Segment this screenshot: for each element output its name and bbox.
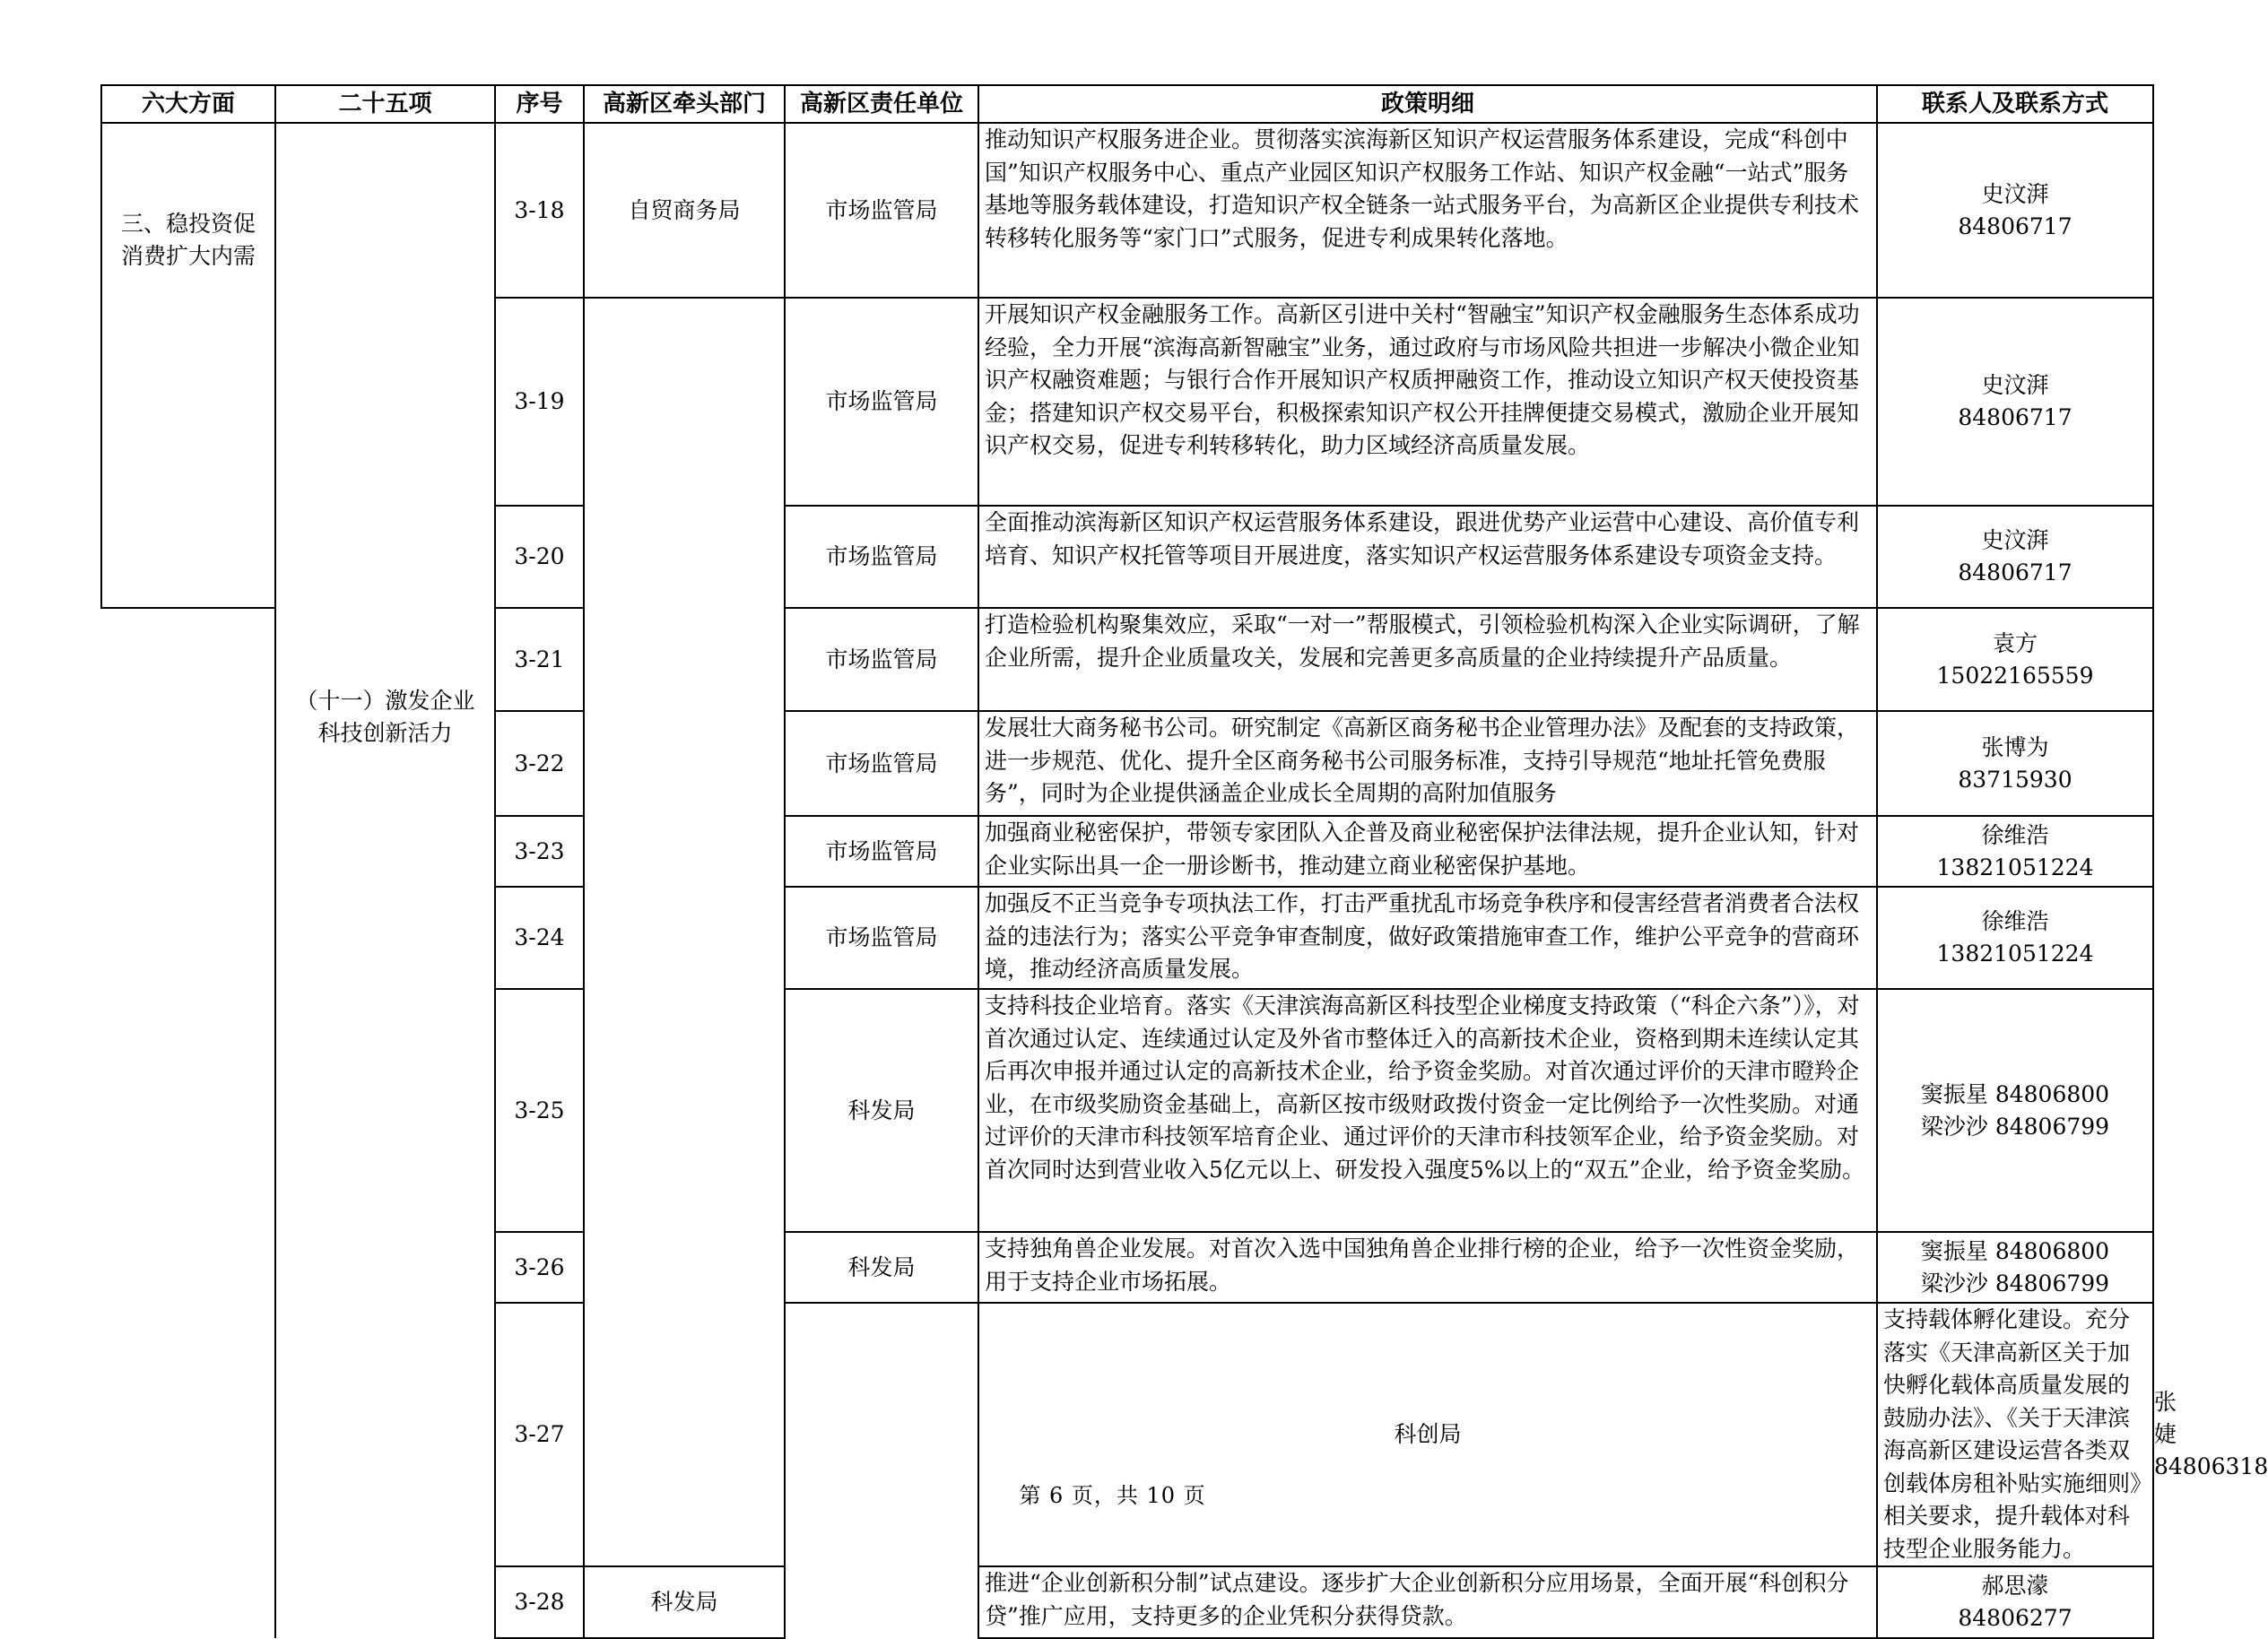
row-number: 3-19 — [495, 298, 584, 506]
row-unit: 科发局 — [785, 1232, 978, 1303]
row-number: 3-28 — [495, 1566, 584, 1638]
header-row — [101, 85, 2153, 123]
row-policy: 支持科技企业培育。落实《天津滨海高新区科技型企业梯度支持政策（“科企六条”）》，对首次通过认定、连续通过认定及外省市整体迁入的高新技术企业，资格到期未连续认定其后再次申报并通过认定的高新技术企业，给予资金奖励。对首次通过评价的天津市瞪羚企业，在市级奖励资金基础上，高新区按市级财政拨付资金一定比例给予一次性奖励。对通过评价的天津市科技领军培育企业、通过评价的天津市科技领军企业，给予资金奖励。对首次同时达到营业收入5亿元以上、研发投入强度5%以上的“双五”企业，给予资金奖励。 — [978, 989, 1877, 1232]
row-policy: 发展壮大商务秘书公司。研究制定《高新区商务秘书企业管理办法》及配套的支持政策，进一步规范、优化、提升全区商务秘书公司服务标准，支持引导规范“地址托管免费服务”，同时为企业提供涵盖企业成长全周期的高附加值服务 — [978, 711, 1877, 816]
row-unit: 市场监管局 — [785, 123, 978, 298]
row-policy: 全面推动滨海新区知识产权运营服务体系建设，跟进优势产业运营中心建设、高价值专利培育、知识产权托管等项目开展进度，落实知识产权运营服务体系建设专项资金支持。 — [978, 506, 1877, 608]
lead-dept-text: 自贸商务局 — [628, 196, 741, 223]
row-number: 3-25 — [495, 989, 584, 1232]
page-footer: 第 6 页，共 10 页 — [1019, 1483, 1206, 1508]
row-contact: 徐维浩 13821051224 — [1877, 816, 2153, 887]
row-number: 3-22 — [495, 711, 584, 816]
row-contact: 史汶湃 84806717 — [1877, 298, 2153, 506]
row-number: 3-18 — [495, 123, 584, 298]
row-contact: 袁方 15022165559 — [1877, 608, 2153, 711]
item-cell — [275, 123, 495, 1638]
row-contact: 徐维浩 13821051224 — [1877, 887, 2153, 989]
row-policy: 开展知识产权金融服务工作。高新区引进中关村“智融宝”知识产权金融服务生态体系成功经验，全力开展“滨海高新智融宝”业务，通过政府与市场风险共担进一步解决小微企业知识产权融资难题；与银行合作开展知识产权质押融资工作，推动设立知识产权天使投资基金；搭建知识产权交易平台，积极探索知识产权公开挂牌便捷交易模式，激励企业开展知识产权交易，促进专利转移转化，助力区域经济高质量发展。 — [978, 298, 1877, 506]
header-unit: 高新区责任单位 — [785, 85, 978, 123]
row-unit: 市场监管局 — [785, 711, 978, 816]
row-unit: 科发局 — [584, 1566, 785, 1638]
row-unit: 科发局 — [785, 989, 978, 1232]
row-unit: 市场监管局 — [785, 608, 978, 711]
policy-table — [100, 84, 2268, 1639]
row-contact: 史汶湃 84806717 — [1877, 123, 2153, 298]
row-contact: 郝思濛 84806277 — [1877, 1566, 2153, 1638]
empty-lead-cell — [584, 298, 785, 1566]
header-aspect: 六大方面 — [101, 85, 275, 123]
row-unit: 市场监管局 — [785, 506, 978, 608]
row-policy: 打造检验机构聚集效应，采取“一对一”帮服模式，引领检验机构深入企业实际调研，了解企业所需，提升企业质量攻关，发展和完善更多高质量的企业持续提升产品质量。 — [978, 608, 1877, 711]
row-unit: 科创局 — [978, 1303, 1877, 1566]
row-policy: 推动知识产权服务进企业。贯彻落实滨海新区知识产权运营服务体系建设，完成“科创中国”知识产权服务中心、重点产业园区知识产权服务工作站、知识产权金融“一站式”服务基地等服务载体建设，打造知识产权全链条一站式服务平台，为高新区企业提供专利技术转移转化服务等“家门口”式服务，促进专利成果转化落地。 — [978, 123, 1877, 298]
row-policy: 推进“企业创新积分制”试点建设。逐步扩大企业创新积分应用场景，全面开展“科创积分贷”推广应用，支持更多的企业凭积分获得贷款。 — [978, 1566, 1877, 1638]
table-row: 3-27 科创局 支持载体孵化建设。充分落实《天津高新区关于加快孵化载体高质量发展的鼓励办法》、《关于天津滨海高新区建设运营各类双创载体房租补贴实施细则》相关要求，提升载体对科技型企业服务能力。 张婕 84806318 — [101, 1303, 2153, 1566]
header-contact: 联系人及联系方式 — [1877, 85, 2153, 123]
table-row — [101, 123, 2153, 298]
empty-lead-cell-2 — [785, 1303, 978, 1638]
row-policy: 加强商业秘密保护，带领专家团队入企普及商业秘密保护法律法规，提升企业认知，针对企业实际出具一企一册诊断书，推动建立商业秘密保护基地。 — [978, 816, 1877, 887]
row-contact: 张博为 83715930 — [1877, 711, 2153, 816]
header-number: 序号 — [495, 85, 584, 123]
row-policy: 支持独角兽企业发展。对首次入选中国独角兽企业排行榜的企业，给予一次性资金奖励，用于支持企业市场拓展。 — [978, 1232, 1877, 1303]
row-contact: 史汶湃 84806717 — [1877, 506, 2153, 608]
row-number: 3-26 — [495, 1232, 584, 1303]
item-text: （十一）激发企业 科技创新活力 — [295, 688, 475, 746]
row-policy: 加强反不正当竞争专项执法工作，打击严重扰乱市场竞争秩序和侵害经营者消费者合法权益的违法行为；落实公平竞争审查制度，做好政策措施审查工作，维护公平竞争的营商环境，推动经济高质量发展。 — [978, 887, 1877, 989]
row-number: 3-20 — [495, 506, 584, 608]
row-policy: 支持载体孵化建设。充分落实《天津高新区关于加快孵化载体高质量发展的鼓励办法》、《关于天津滨海高新区建设运营各类双创载体房租补贴实施细则》相关要求，提升载体对科技型企业服务能力。 — [1877, 1303, 2153, 1566]
row-number: 3-24 — [495, 887, 584, 989]
row-number: 3-27 — [495, 1303, 584, 1566]
header-lead-dept: 高新区牵头部门 — [584, 85, 785, 123]
row-unit: 市场监管局 — [785, 298, 978, 506]
row-unit: 市场监管局 — [785, 816, 978, 887]
aspect-text: 三、稳投资促 消费扩大内需 — [120, 211, 256, 269]
aspect-cell — [101, 123, 275, 608]
header-item: 二十五项 — [275, 85, 495, 123]
row-number: 3-23 — [495, 816, 584, 887]
row-contact: 窦振星 84806800 梁沙沙 84806799 — [1877, 1232, 2153, 1303]
row-contact: 窦振星 84806800 梁沙沙 84806799 — [1877, 989, 2153, 1232]
header-policy: 政策明细 — [978, 85, 1877, 123]
lead-dept-cell — [584, 123, 785, 298]
row-number: 3-21 — [495, 608, 584, 711]
row-unit: 市场监管局 — [785, 887, 978, 989]
